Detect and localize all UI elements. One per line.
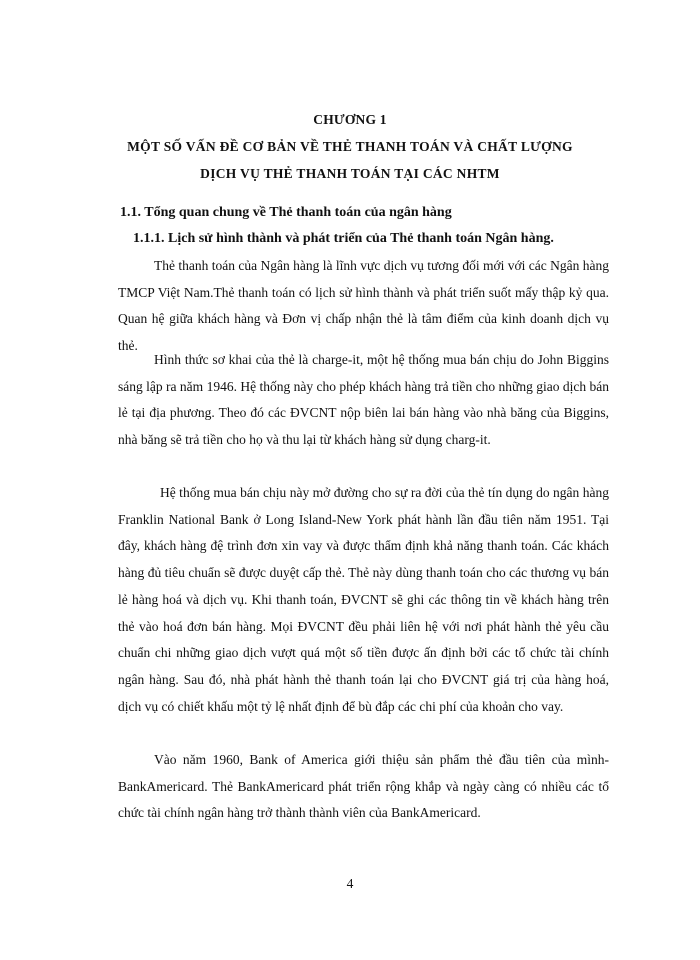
chapter-title-line-1: MỘT SỐ VẤN ĐỀ CƠ BẢN VỀ THẺ THANH TOÁN VÀ CHẤT LƯỢNG	[127, 139, 573, 154]
body-paragraph-1: Thẻ thanh toán của Ngân hàng là lĩnh vực dịch vụ tương đối mới với các Ngân hàng TMCP Việt Nam.Thẻ thanh toán có lịch sử hình thành và phát triển suốt mấy thập kỷ qua. Quan hệ giữa khách hàng và Đơn vị chấp nhận thẻ là tâm điểm của kinh doanh dịch vụ thẻ.	[118, 258, 609, 354]
section-heading: 1.1. Tổng quan chung về Thẻ thanh toán của ngân hàng	[120, 205, 452, 220]
subsection-heading: 1.1.1. Lịch sử hình thành và phát triển của Thẻ thanh toán Ngân hàng.	[133, 231, 554, 246]
body-paragraph-2: Hình thức sơ khai của thẻ là charge-it, một hệ thống mua bán chịu do John Biggins sáng lập ra năm 1946. Hệ thống này cho phép khách hàng trả tiền cho những giao dịch bán lẻ tại địa phương. Theo đó các ĐVCNT nộp biên lai bán hàng vào nhà băng của Biggins, nhà băng sẽ trả tiền cho họ và thu lại từ khách hàng sử dụng charg-it.	[118, 352, 609, 448]
page-number: 4	[346, 876, 354, 891]
chapter-label: CHƯƠNG 1	[313, 112, 387, 127]
chapter-title-line-2: DỊCH VỤ THẺ THANH TOÁN TẠI CÁC NHTM	[200, 166, 500, 181]
body-paragraph-3: Hệ thống mua bán chịu này mở đường cho sự ra đời của thẻ tín dụng do ngân hàng Franklin National Bank ở Long Island-New York phát hành lần đầu tiên năm 1951. Tại đây, khách hàng đệ trình đơn xin vay và được thẩm định khả năng thanh toán. Các khách hàng đủ tiêu chuẩn sẽ được duyệt cấp thẻ. Thẻ này dùng thanh toán cho các thương vụ bán lẻ hàng hoá và dịch vụ. Khi thanh toán, ĐVCNT sẽ ghi các thông tin về khách hàng trên thẻ vào hoá đơn bán hàng. Mọi ĐVCNT đều phải liên hệ với nơi phát hành thẻ yêu cầu chuẩn chi những giao dịch vượt quá một số tiền được ấn định bởi các tổ chức tài chính ngân hàng. Sau đó, nhà phát hành thẻ thanh toán lại cho ĐVCNT giá trị của hàng hoá, dịch vụ có chiết khấu một tỷ lệ nhất định để bù đắp các chi phí của khoản cho vay.	[118, 485, 609, 714]
body-paragraph-4: Vào năm 1960, Bank of America giới thiệu sản phẩm thẻ đầu tiên của mình-BankAmericard. Thẻ BankAmericard phát triển rộng khắp và ngày càng có nhiều các tổ chức tài chính ngân hàng trở thành thành viên của BankAmericard.	[118, 752, 609, 821]
